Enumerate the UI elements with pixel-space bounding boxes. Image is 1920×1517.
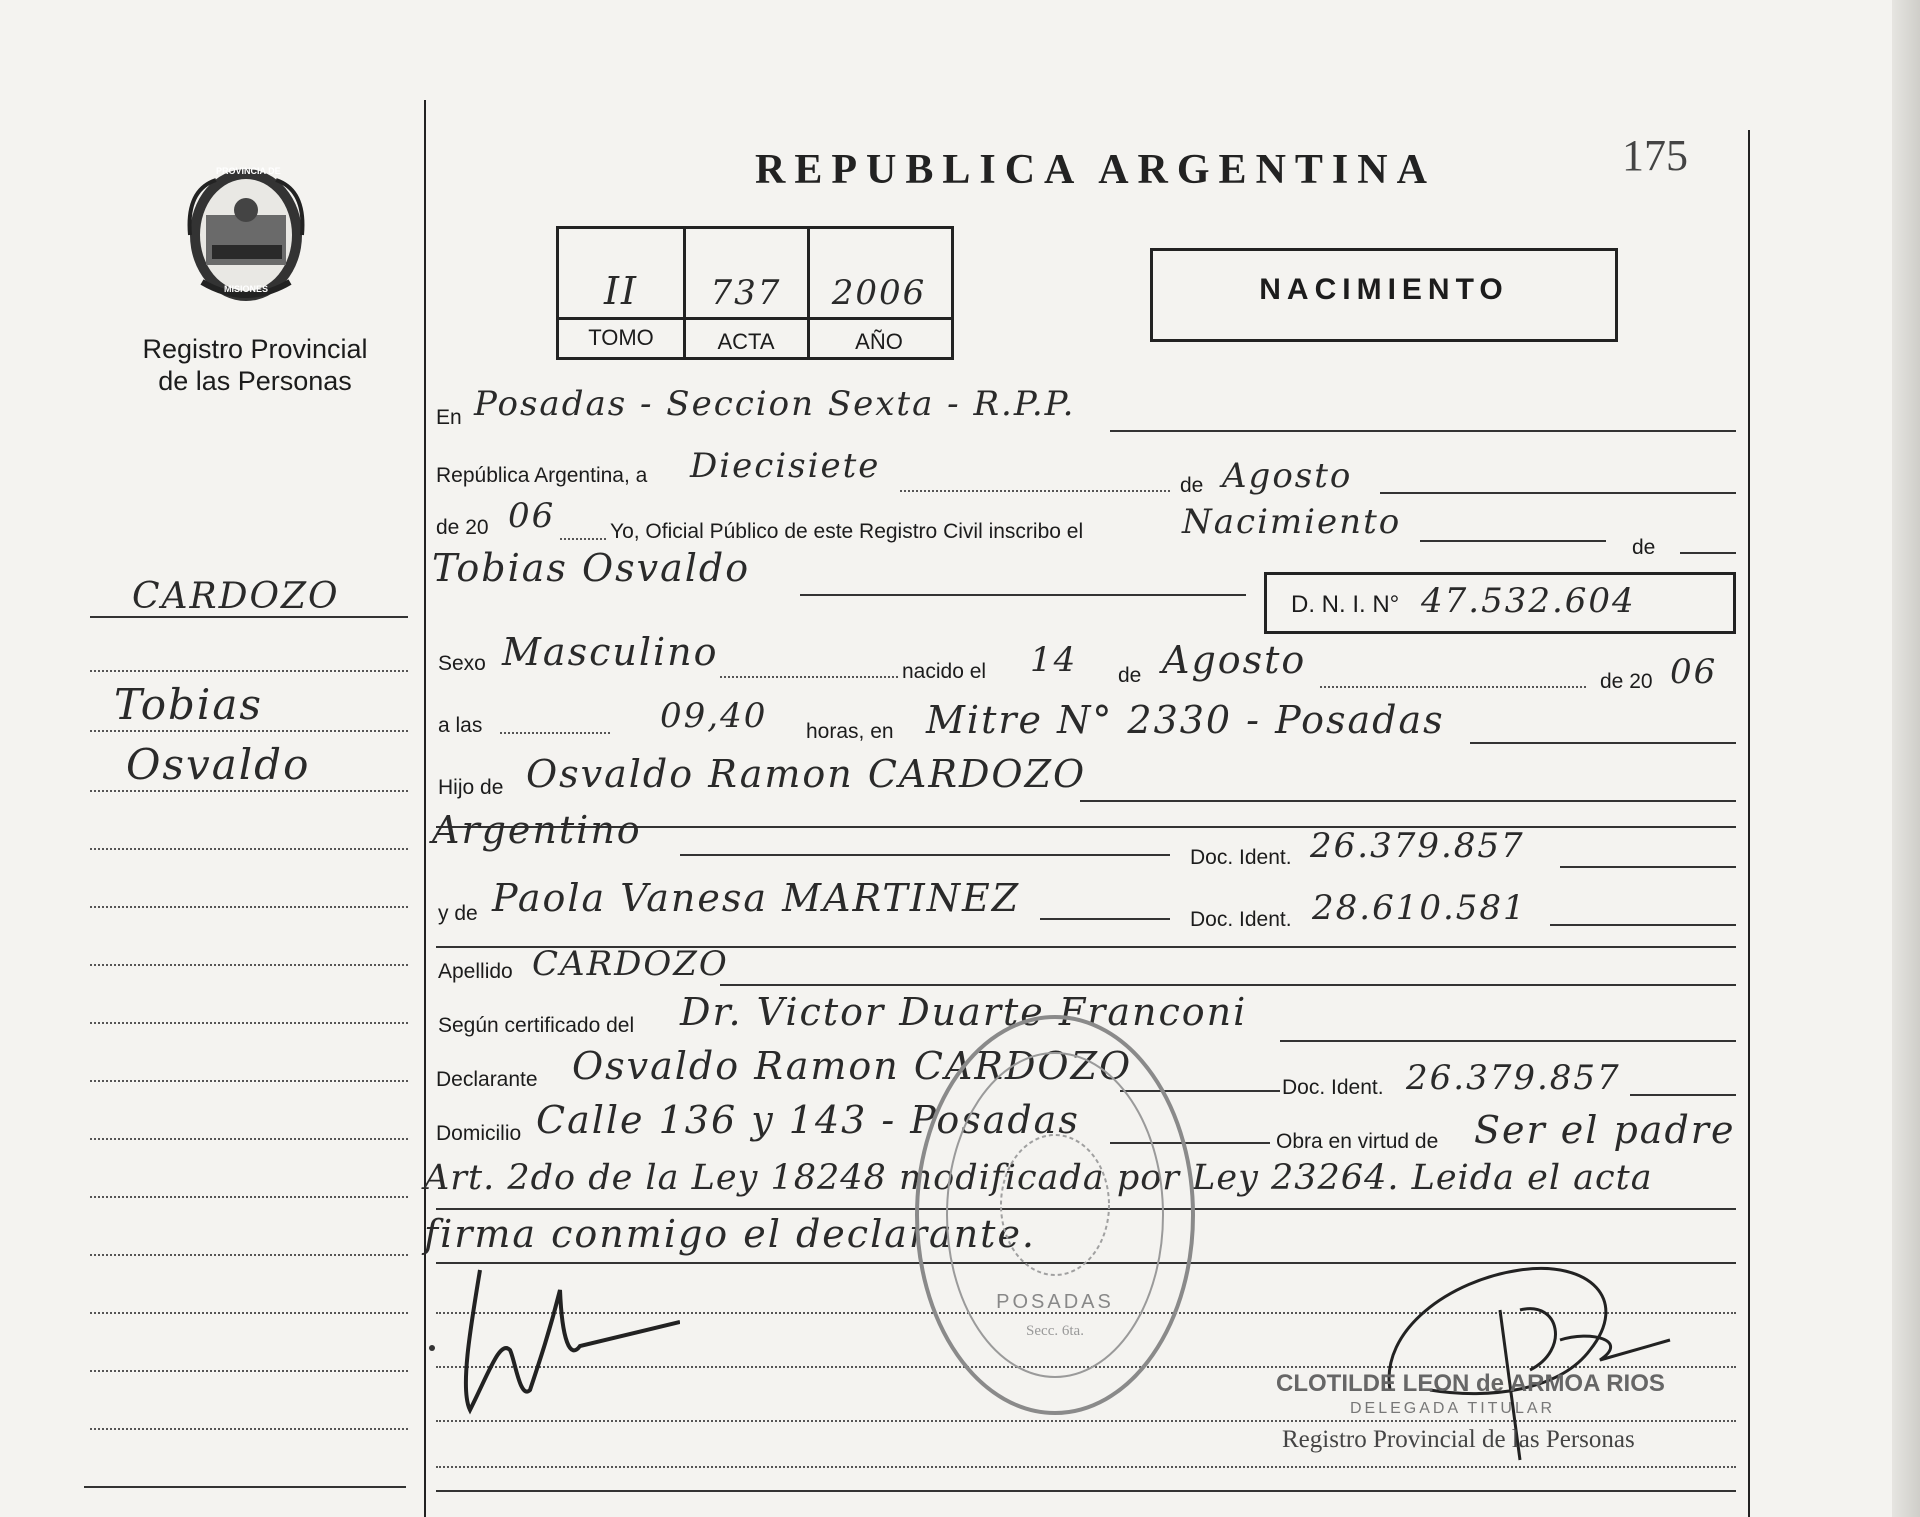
seal-top-text: PROVINCIA DE <box>216 166 281 176</box>
registry-line1: Registro Provincial <box>142 334 368 364</box>
margin-surname: CARDOZO <box>132 576 340 617</box>
value-declarant: Osvaldo Ramon CARDOZO <box>572 1044 1133 1088</box>
value-father-doc: 26.379.857 <box>1310 826 1525 866</box>
value-act-type: Nacimiento <box>1182 502 1402 542</box>
field-line <box>1470 742 1736 744</box>
dni-box <box>1264 572 1736 634</box>
label-declarante: Declarante <box>436 1068 538 1091</box>
margin-dotline <box>90 1370 408 1372</box>
value-day-words: Diecisiete <box>690 446 881 486</box>
value-month: Agosto <box>1222 456 1353 496</box>
field-dotline <box>500 732 610 734</box>
label-en: En <box>436 406 462 429</box>
tomo-label: TOMO <box>588 325 654 350</box>
acta-value: 737 <box>710 273 782 313</box>
value-year-suffix: 06 <box>508 496 556 536</box>
label-sexo: Sexo <box>438 652 486 675</box>
value-declarant-doc: 26.379.857 <box>1406 1058 1621 1098</box>
label-de: de <box>1180 474 1204 497</box>
field-line <box>1280 1040 1736 1042</box>
field-line <box>1560 866 1736 868</box>
margin-line <box>90 616 408 618</box>
value-birth-month: Agosto <box>1162 638 1307 682</box>
margin-dotline <box>90 1312 408 1314</box>
value-father: Osvaldo Ramon CARDOZO <box>526 752 1087 796</box>
margin-bottom-line <box>84 1486 406 1488</box>
value-sex: Masculino <box>502 630 719 674</box>
label-de20: de 20 <box>436 516 489 539</box>
stamp-section: Secc. 6ta. <box>1026 1323 1084 1339</box>
margin-dotline <box>90 906 408 908</box>
official-stamp <box>905 1005 1205 1425</box>
margin-dotline <box>90 1080 408 1082</box>
record-type-label: NACIMIENTO <box>1259 273 1509 306</box>
note-line-2: firma conmigo el declarante. <box>424 1212 1037 1256</box>
field-dotline <box>1320 686 1586 688</box>
margin-dotline <box>90 848 408 850</box>
value-address: Calle 136 y 143 - Posadas <box>536 1098 1080 1142</box>
field-line <box>1110 430 1736 432</box>
field-line <box>720 984 1736 986</box>
record-type-box <box>1150 248 1618 342</box>
label-de20-2: de 20 <box>1600 670 1653 693</box>
value-father-nationality: Argentino <box>432 808 642 852</box>
margin-dotline <box>90 1428 408 1430</box>
margin-dotline <box>90 1138 408 1140</box>
margin-dotline <box>90 1022 408 1024</box>
field-dotline <box>720 676 898 678</box>
field-line <box>1630 1094 1736 1096</box>
label-doc-ident: Doc. Ident. <box>1190 846 1292 869</box>
acta-label: ACTA <box>717 329 775 354</box>
field-line <box>1420 540 1606 542</box>
value-birth-year-suffix: 06 <box>1670 652 1718 692</box>
official-title: DELEGADA TITULAR <box>1350 1400 1556 1417</box>
value-mother: Paola Vanesa MARTINEZ <box>492 876 1021 920</box>
record-number-box <box>556 226 954 360</box>
margin-dotline <box>90 730 408 732</box>
label-de-2: de <box>1632 536 1656 559</box>
registry-line2: de las Personas <box>158 366 352 396</box>
value-certificate: Dr. Victor Duarte Franconi <box>680 990 1248 1034</box>
value-surname: CARDOZO <box>532 944 729 984</box>
margin-dotline <box>90 964 408 966</box>
label-horas-en: horas, en <box>806 720 894 743</box>
field-line <box>800 594 1246 596</box>
value-mother-doc: 28.610.581 <box>1312 888 1527 928</box>
value-time: 09,40 <box>660 696 768 736</box>
note-line-1: Art. 2do de la Ley 18248 modificada por Ley 23264. Leida el acta <box>424 1158 1653 1198</box>
label-doc-ident-2: Doc. Ident. <box>1190 908 1292 931</box>
field-dotline <box>900 490 1170 492</box>
field-line <box>1680 552 1736 554</box>
field-line <box>1040 918 1170 920</box>
label-a-las: a las <box>438 714 483 737</box>
label-hijo-de: Hijo de <box>438 776 504 799</box>
margin-dotline <box>90 1196 408 1198</box>
country-title: REPUBLICA ARGENTINA <box>755 147 1436 193</box>
page-number: 175 <box>1622 131 1688 180</box>
seal-bottom-text: MISIONES <box>224 284 269 294</box>
field-line <box>1080 800 1736 802</box>
margin-given1: Tobias <box>114 680 263 729</box>
seal-logo <box>176 160 316 310</box>
field-line <box>1550 924 1736 926</box>
label-domicilio: Domicilio <box>436 1122 522 1145</box>
label-dni: D. N. I. N° <box>1291 591 1400 618</box>
label-segun: Según certificado del <box>438 1014 635 1037</box>
value-birth-day: 14 <box>1030 640 1078 680</box>
page-edge <box>1892 0 1920 1517</box>
value-by-virtue: Ser el padre <box>1474 1108 1736 1152</box>
official-name: CLOTILDE LEON de ARMOA RIOS <box>1276 1370 1665 1397</box>
field-line <box>1380 492 1736 494</box>
value-child-names: Tobias Osvaldo <box>432 546 751 590</box>
value-birth-place: Mitre N° 2330 - Posadas <box>926 698 1445 742</box>
official-org: Registro Provincial de las Personas <box>1282 1426 1635 1453</box>
stamp-city: POSADAS <box>996 1291 1114 1313</box>
tomo-value: II <box>603 269 639 313</box>
anio-value: 2006 <box>831 273 927 313</box>
anio-label: AÑO <box>855 329 903 354</box>
label-doc-ident-3: Doc. Ident. <box>1282 1076 1384 1099</box>
field-line <box>436 1490 1736 1492</box>
field-dotline <box>560 538 606 540</box>
value-place: Posadas - Seccion Sexta - R.P.P. <box>474 384 1076 424</box>
label-de-3: de <box>1118 664 1142 687</box>
value-dni: 47.532.604 <box>1421 581 1636 621</box>
margin-dotline <box>90 1254 408 1256</box>
right-border <box>1748 130 1750 1517</box>
margin-dotline <box>90 670 408 672</box>
field-line <box>680 854 1170 856</box>
label-apellido: Apellido <box>438 960 513 983</box>
label-yo-oficial: Yo, Oficial Público de este Registro Civil inscribo el <box>610 520 1084 543</box>
label-republica: República Argentina, a <box>436 464 648 487</box>
margin-given2: Osvaldo <box>126 740 311 789</box>
label-obra: Obra en virtud de <box>1276 1130 1439 1153</box>
declarant-signature <box>420 1250 680 1420</box>
label-y-de: y de <box>438 902 478 925</box>
margin-dotline <box>90 790 408 792</box>
label-nacido-el: nacido el <box>902 660 987 683</box>
